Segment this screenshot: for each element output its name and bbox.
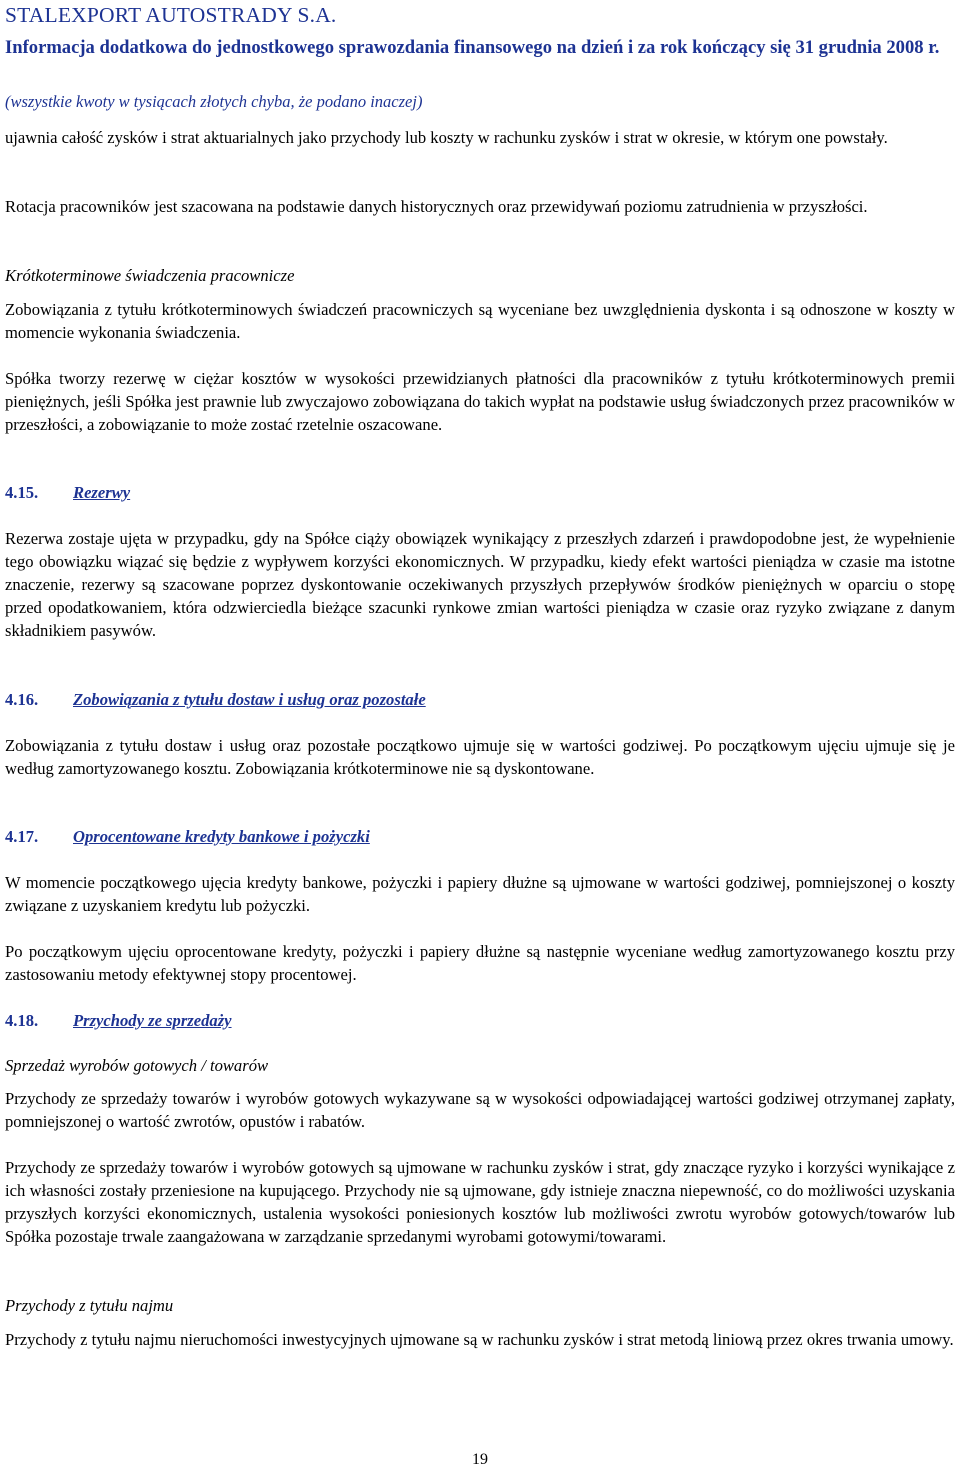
section-title: Rezerwy	[73, 483, 131, 502]
paragraph-loans-initial: W momencie początkowego ujęcia kredyty bankowe, pożyczki i papiery dłużne są ujmowane w wartości godziwej, pomniejszonej o koszty związane z uzyskaniem kredytu lub pożyczki.	[5, 873, 955, 915]
company-name: STALEXPORT AUTOSTRADY S.A.	[5, 3, 337, 27]
paragraph-rotation: Rotacja pracowników jest szacowana na podstawie danych historycznych oraz przewidywań poziomu zatrudnienia w przyszłości.	[5, 197, 868, 216]
paragraph-trade-payables: Zobowiązania z tytułu dostaw i usług oraz pozostałe początkowo ujmuje się w wartości godziwej. Po początkowym ujęciu ujmuje się je według zamortyzowanego kosztu. Zobowiązania krótkoterminowe nie są dyskontowane.	[5, 736, 955, 778]
section-heading-4-15	[5, 481, 130, 504]
section-heading-4-16	[5, 688, 426, 711]
paragraph-loans-subsequent: Po początkowym ujęciu oprocentowane kredyty, pożyczki i papiery dłużne są następnie wyceniane według zamortyzowanego kosztu przy zastosowaniu metody efektywnej stopy procentowej.	[5, 942, 955, 984]
page-number: 19	[472, 1451, 488, 1468]
section-number: 4.15.	[5, 483, 39, 502]
paragraph-provisions: Rezerwa zostaje ujęta w przypadku, gdy na Spółce ciąży obowiązek wynikający z przeszłych zdarzeń i prawdopodobne jest, że wypełnienie tego obowiązku wiązać się będzie z wypływem korzyści ekonomicznych. W przypadku, kiedy efekt wartości pieniądza w czasie ma istotne znaczenie, rezerwy są szacowane poprzez dyskontowanie oczekiwanych przyszłych przepływów środków pieniężnych w oparciu o stopę przed opodatkowaniem, która odzwierciedla bieżące szacunki rynkowe zmian wartości pieniądza w czasie oraz ryzyko związane z danym składnikiem pasywów.	[5, 529, 955, 640]
paragraph-sales-measurement: Przychody ze sprzedaży towarów i wyrobów gotowych wykazywane są w wysokości odpowiadającej wartości godziwej otrzymanej zapłaty, pomniejszonej o wartość zwrotów, opustów i rabatów.	[5, 1089, 955, 1131]
paragraph-rental-income: Przychody z tytułu najmu nieruchomości inwestycyjnych ujmowane są w rachunku zysków i strat metodą liniową przez okres trwania umowy.	[5, 1330, 954, 1349]
subheading-short-term-benefits: Krótkoterminowe świadczenia pracownicze	[5, 266, 295, 285]
subheading-rental-income: Przychody z tytułu najmu	[5, 1296, 174, 1315]
section-title: Przychody ze sprzedaży	[73, 1011, 232, 1030]
section-heading-4-18	[5, 1009, 232, 1032]
section-title: Oprocentowane kredyty bankowe i pożyczki	[73, 827, 370, 846]
subheading-sale-of-goods: Sprzedaż wyrobów gotowych / towarów	[5, 1056, 269, 1075]
section-number: 4.18.	[5, 1011, 39, 1030]
paragraph-sales-recognition: Przychody ze sprzedaży towarów i wyrobów gotowych są ujmowane w rachunku zysków i strat, gdy znaczące ryzyko i korzyści wynikające z ich własności zostały przeniesione na kupującego. Przychody nie są ujmowane, gdy istnieje znaczna niepewność, co do możliwości uzyskania przyszłych korzyści ekonomicznych, ustalenia wysokości poniesionych kosztów lub możliwości zwrotu wyrobów gotowych/towarów lub Spółka pozostaje trwale zaangażowana w zarządzanie sprzedanymi wyrobami gotowymi/towarami.	[5, 1158, 955, 1246]
paragraph-short-term-liabilities: Zobowiązania z tytułu krótkoterminowych świadczeń pracowniczych są wyceniane bez uwzględnienia dyskonta i są odnoszone w koszty w momencie wykonania świadczenia.	[5, 300, 955, 342]
paragraph-bonus-provision: Spółka tworzy rezerwę w ciężar kosztów w wysokości przewidzianych płatności dla pracowników z tytułu krótkoterminowych premii pieniężnych, jeśli Spółka jest prawnie lub zwyczajowo zobowiązana do takich wypłat na podstawie usług świadczonych przez pracowników w przeszłości, a zobowiązanie to może zostać rzetelnie oszacowane.	[5, 369, 955, 434]
paragraph-actuarial: ujawnia całość zysków i strat aktuarialnych jako przychody lub koszty w rachunku zysków i strat w okresie, w którym one powstały.	[5, 128, 888, 147]
section-title: Zobowiązania z tytułu dostaw i usług oraz pozostałe	[73, 690, 426, 709]
amounts-note: (wszystkie kwoty w tysiącach złotych chyba, że podano inaczej)	[5, 92, 423, 111]
section-number: 4.16.	[5, 690, 39, 709]
document-title: Informacja dodatkowa do jednostkowego sprawozdania finansowego na dzień i za rok kończący się 31 grudnia 2008 r.	[5, 37, 940, 58]
section-number: 4.17.	[5, 827, 39, 846]
section-heading-4-17	[5, 825, 370, 848]
